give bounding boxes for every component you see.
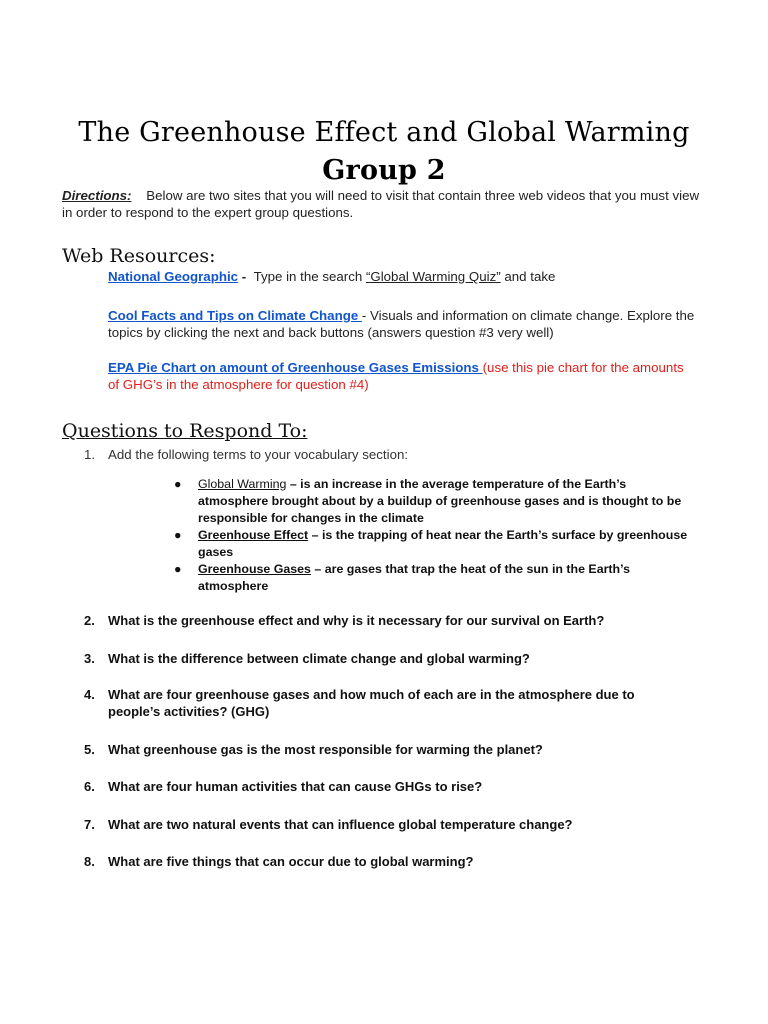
question-7 xyxy=(84,816,724,833)
question-text: What are four human activities that can cause GHGs to rise? xyxy=(108,779,483,794)
question-text: What is the difference between climate change and global warming? xyxy=(108,651,530,666)
question-text: What are five things that can occur due to global warming? xyxy=(108,854,474,869)
question-text: What are four greenhouse gases and how much of each are in the atmosphere due to xyxy=(108,687,635,702)
resource-national-geographic xyxy=(108,268,698,285)
vocabulary-definition: – is the trapping of heat near the Earth’s surface by greenhouse gases xyxy=(198,528,688,559)
question-number: 3. xyxy=(84,651,95,666)
question-8 xyxy=(84,853,724,870)
vocabulary-term: Global Warming xyxy=(198,477,287,491)
question-text: What is the greenhouse effect and why is it necessary for our survival on Earth? xyxy=(108,613,605,628)
title-line-1: The Greenhouse Effect and Global Warming xyxy=(78,117,690,149)
question-1 xyxy=(84,446,724,463)
question-text-continued: people’s activities? (GHG) xyxy=(108,704,270,719)
question-4 xyxy=(84,686,724,720)
resource-description: Visuals and information on climate change. Explore the topics by clicking the next and back buttons (answers question #3 very well) xyxy=(108,308,695,340)
question-number: 4. xyxy=(84,687,95,702)
resource-text-after: and take xyxy=(500,269,556,284)
directions-text: Below are two sites that you will need to visit that contain three web videos that you must view in order to respond to the expert group questions. xyxy=(62,188,700,220)
question-number: 5. xyxy=(84,742,95,757)
resource-separator: - xyxy=(361,308,371,323)
search-term: “Global Warming Quiz” xyxy=(365,269,501,284)
vocabulary-item xyxy=(172,561,692,595)
vocabulary-definition: – are gases that trap the heat of the sun in the Earth’s atmosphere xyxy=(198,562,630,593)
national-geographic-link[interactable]: National Geographic xyxy=(108,269,239,284)
resource-separator: - xyxy=(238,269,250,284)
resource-text: Type in the search xyxy=(253,269,366,284)
question-3 xyxy=(84,650,724,667)
vocabulary-term: Greenhouse Effect xyxy=(198,528,309,542)
question-6 xyxy=(84,778,724,795)
bullet-icon: ● xyxy=(174,477,182,491)
title-line-2: Group 2 xyxy=(322,155,446,187)
resource-cool-facts xyxy=(108,307,698,341)
vocabulary-item xyxy=(172,527,692,561)
web-resources-heading: Web Resources: xyxy=(62,245,216,267)
question-number: 6. xyxy=(84,779,95,794)
bullet-icon: ● xyxy=(174,562,182,576)
question-text: What greenhouse gas is the most responsible for warming the planet? xyxy=(108,742,543,757)
question-2 xyxy=(84,612,724,629)
resource-epa-pie-chart xyxy=(108,359,698,393)
bullet-icon: ● xyxy=(174,528,182,542)
directions-paragraph xyxy=(62,187,712,221)
vocabulary-list xyxy=(172,476,692,595)
vocabulary-term: Greenhouse Gases xyxy=(198,562,311,576)
question-text: Add the following terms to your vocabulary section: xyxy=(108,447,409,462)
question-number: 7. xyxy=(84,817,95,832)
questions-heading: Questions to Respond To: xyxy=(62,420,308,442)
vocabulary-definition: – is an increase in the average temperature of the Earth’s atmosphere brought about by a buildup of greenhouse gases and is thought to be responsible for changes in the climate xyxy=(198,477,682,525)
question-text: What are two natural events that can influence global temperature change? xyxy=(108,817,573,832)
question-number: 2. xyxy=(84,613,95,628)
directions-label: Directions: xyxy=(62,188,132,203)
vocabulary-item xyxy=(172,476,692,527)
question-number: 8. xyxy=(84,854,95,869)
question-number: 1. xyxy=(84,447,96,462)
epa-note: (use this pie chart for the amounts of GHG’s in the atmosphere for question #4) xyxy=(108,360,684,392)
epa-pie-chart-link[interactable]: EPA Pie Chart on amount of Greenhouse Gases Emissions xyxy=(108,360,483,375)
cool-facts-link[interactable]: Cool Facts and Tips on Climate Change xyxy=(108,308,362,323)
question-5 xyxy=(84,741,724,758)
document-title xyxy=(0,114,768,190)
